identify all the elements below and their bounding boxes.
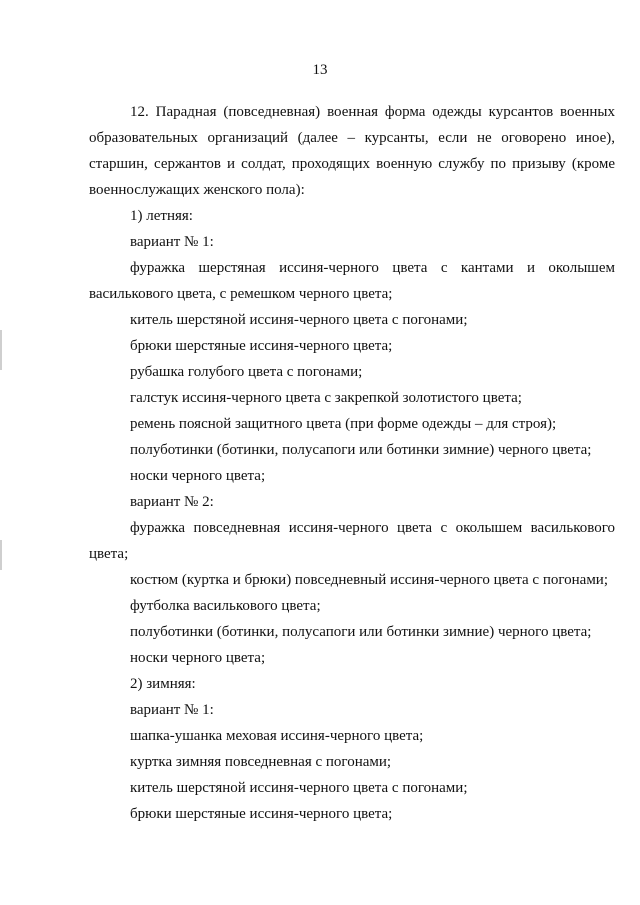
paragraph-12-line-3: старшин, сержантов и солдат, проходящих военную службу по призыву (кроме	[89, 156, 615, 172]
paragraph-12-line-1: 12. Парадная (повседневная) военная форма одежды курсантов военных	[130, 104, 615, 120]
summer-v2-cap-line-2: цвета;	[89, 546, 129, 562]
summer-v2-cap-line-1: фуражка повседневная иссиня-черного цвета с околышем василькового	[130, 520, 615, 536]
page-number: 13	[312, 62, 328, 78]
summer-v1-cap-line-1: фуражка шерстяная иссиня-черного цвета с кантами и околышем	[130, 260, 615, 276]
summer-v1-socks: носки черного цвета;	[130, 468, 266, 484]
winter-heading: 2) зимняя:	[130, 676, 196, 692]
summer-v1-cap-line-2: василькового цвета, с ремешком черного цвета;	[89, 286, 393, 302]
summer-v1-shirt: рубашка голубого цвета с погонами;	[130, 364, 363, 380]
winter-v1-trousers: брюки шерстяные иссиня-черного цвета;	[130, 806, 393, 822]
winter-v1-tunic: китель шерстяной иссиня-черного цвета с погонами;	[130, 780, 468, 796]
winter-v1-jacket: куртка зимняя повседневная с погонами;	[130, 754, 392, 770]
winter-variant-1-label: вариант № 1:	[130, 702, 214, 718]
summer-v1-belt: ремень поясной защитного цвета (при форме одежды – для строя);	[130, 416, 557, 432]
summer-variant-2-label: вариант № 2:	[130, 494, 214, 510]
summer-v1-trousers: брюки шерстяные иссиня-черного цвета;	[130, 338, 393, 354]
winter-v1-hat: шапка-ушанка меховая иссиня-черного цвета;	[130, 728, 424, 744]
summer-v1-tie: галстук иссиня-черного цвета с закрепкой золотистого цвета;	[130, 390, 522, 406]
summer-v2-socks: носки черного цвета;	[130, 650, 266, 666]
paragraph-12-line-4: военнослужащих женского пола):	[89, 182, 305, 198]
summer-v2-tshirt: футболка василькового цвета;	[130, 598, 321, 614]
summer-v2-suit: костюм (куртка и брюки) повседневный иссиня-черного цвета с погонами;	[130, 572, 609, 588]
scan-edge-mark	[0, 330, 2, 370]
summer-v2-shoes: полуботинки (ботинки, полусапоги или ботинки зимние) черного цвета;	[130, 624, 592, 640]
paragraph-12-line-2: образовательных организаций (далее – курсанты, если не оговорено иное),	[89, 130, 615, 146]
summer-v1-shoes: полуботинки (ботинки, полусапоги или ботинки зимние) черного цвета;	[130, 442, 592, 458]
scan-edge-mark	[0, 540, 2, 570]
summer-v1-tunic: китель шерстяной иссиня-черного цвета с погонами;	[130, 312, 468, 328]
summer-variant-1-label: вариант № 1:	[130, 234, 214, 250]
summer-heading: 1) летняя:	[130, 208, 193, 224]
